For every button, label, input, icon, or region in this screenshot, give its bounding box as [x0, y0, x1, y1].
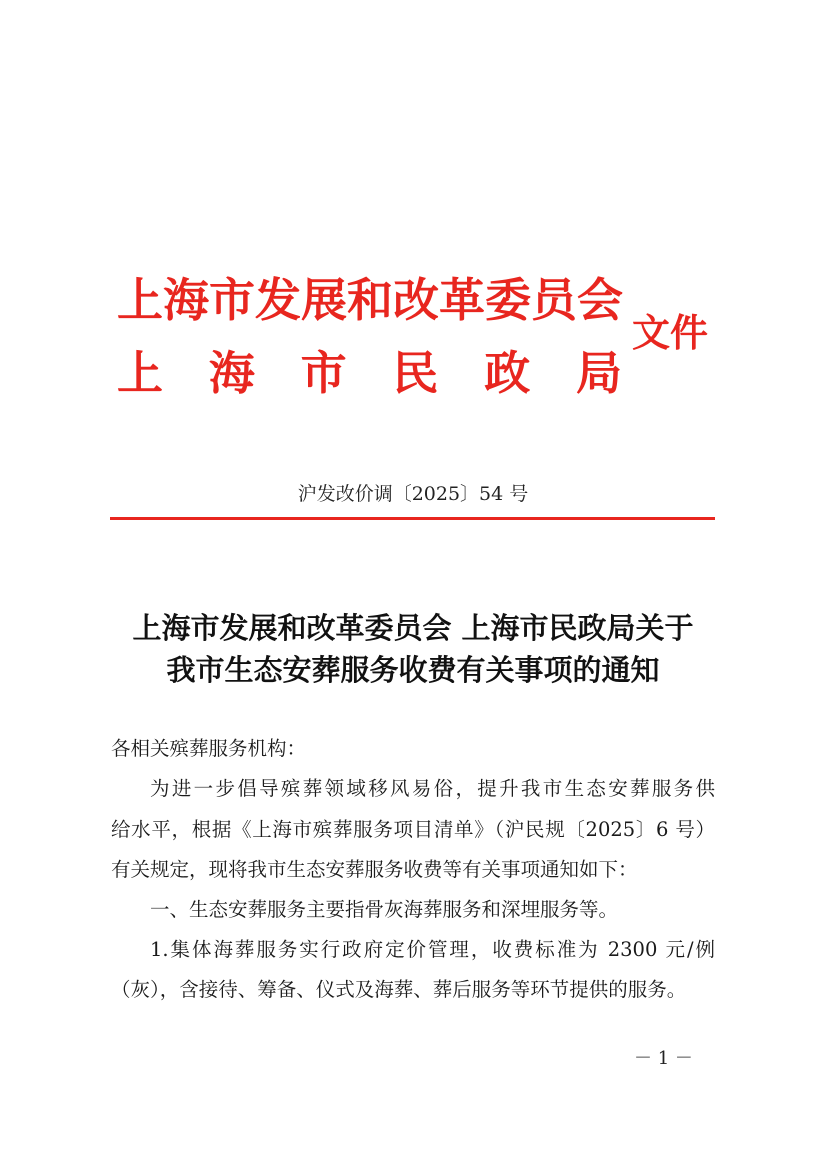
agency2-char: 局 — [575, 346, 622, 400]
paragraph-3-line-1: 1.集体海葬服务实行政府定价管理，收费标准为 2300 元/例 — [150, 938, 715, 961]
paragraph-1-line-3: 有关规定，现将我市生态安葬服务收费等有关事项通知如下： — [111, 858, 638, 881]
document-title-line-2: 我市生态安葬服务收费有关事项的通知 — [166, 653, 660, 687]
agency2-char: 上 — [117, 346, 163, 400]
page-number: － 1 － — [634, 1048, 693, 1069]
issuing-agency-line-2 — [117, 346, 622, 400]
paragraph-2: 一、生态安葬服务主要指骨灰海葬服务和深埋服务等。 — [150, 898, 619, 921]
paragraph-1-line-2: 给水平，根据《上海市殡葬服务项目清单》（沪民规〔2025〕6 号） — [111, 818, 715, 841]
issuing-agency-line-1: 上海市发展和改革委员会 — [117, 273, 623, 327]
document-title-line-1: 上海市发展和改革委员会 上海市民政局关于 — [132, 611, 694, 645]
document-number: 沪发改价调〔2025〕54 号 — [297, 483, 529, 505]
paragraph-1-line-1: 为进一步倡导殡葬领域移风易俗，提升我市生态安葬服务供 — [150, 777, 715, 800]
paragraph-3-line-2: （灰），含接待、筹备、仪式及海葬、葬后服务等环节提供的服务。 — [111, 978, 687, 1001]
agency2-char: 市 — [300, 346, 347, 400]
red-divider — [110, 517, 715, 520]
document-suffix: 文件 — [632, 310, 709, 355]
agency2-char: 政 — [484, 346, 531, 400]
agency2-char: 海 — [208, 346, 255, 400]
agency2-char: 民 — [392, 346, 439, 400]
salutation: 各相关殡葬服务机构： — [111, 737, 307, 760]
